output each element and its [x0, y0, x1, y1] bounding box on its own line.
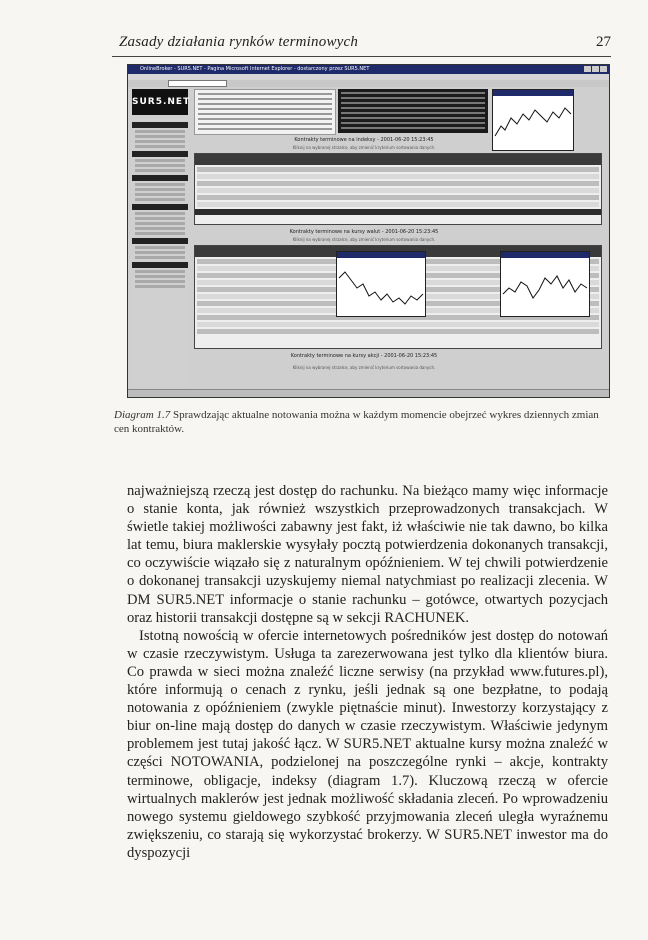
stock-futures-heading: Kontrakty terminowe na kursy akcji - 2001-06-20 15:23:45 — [290, 353, 438, 359]
figure-label: Diagram 1.7 — [114, 409, 171, 421]
news-list — [194, 89, 336, 135]
window-controls — [584, 66, 607, 72]
currency-futures-heading: Kontrakty terminowe na kursy walut - 2001-06-20 15:23:45 — [289, 229, 439, 235]
paragraph-1: najważniejszą rzeczą jest dostęp do rachunku. Na bieżąco mamy więc informacje o stanie konta, jak również wszystkich przeprowadzonych transakcjach. W świetle takiej możliwości zabawny jest fakt, iż właściwie nie tak dawno, bo kilka lat temu, biura maklerskie wysyłały pocztą potwierdzenia dokonanych transakcji, co oczywiście wiązało się z naturalnym opóźnieniem. W tej chwili potwierdzenie o dokonanej transakcji uzyskujemy niemal natychmiast po realizacji zlecenia. W DM SUR5.NET informacje o stanie rachunku – gotówce, otwartych pozycjach oraz historii transakcji dostępne są w sekcji RACHUNEK. — [127, 483, 608, 626]
currency-futures-hint: Kliknij na wybranej strzałce, aby zmienić kryterium sortowania danych. — [292, 237, 436, 242]
running-title: Zasady działania rynków terminowych — [119, 34, 359, 50]
site-sidebar-menu — [132, 119, 188, 387]
figure-caption — [114, 408, 608, 436]
index-futures-table — [194, 153, 602, 225]
browser-title-bar — [128, 65, 609, 74]
browser-window-title: OnlineBroker - SUR5.NET - Pagina Microsoft Internet Explorer - dostarczony przez SUR5.NET — [140, 66, 370, 72]
futures-chart-left-line — [337, 258, 425, 316]
futures-chart-left — [336, 251, 426, 317]
index-futures-heading: Kontrakty terminowe na indeksy - 2001-06-20 15:23:45 — [294, 137, 434, 143]
page-number: 27 — [596, 34, 611, 50]
index-futures-hint: Kliknij na wybranej strzałce, aby zmienić kryterium sortowania danych. — [292, 145, 436, 150]
browser-status-bar — [128, 389, 609, 397]
running-header — [112, 36, 611, 57]
quotes-panel — [338, 89, 488, 133]
futures-chart-right-line — [501, 258, 589, 316]
paragraph-2: Istotną nowością w ofercie internetowych pośredników jest dostęp do notowań w czasie rzeczywistym. Usługa ta zarezerwowana jest tylko dla klientów biura. Co prawda w sieci można znaleźć liczne serwisy (na przykład www.futures.pl), które informują o cenach z rynku, jeśli jednak są one bezpłatne, to podają notowania z opóźnieniem (zwykle piętnaście minut). Inwestorzy korzystający z biur on-line mają dostęp do danych w czasie rzeczywistym. Właściwie jedynym problemem jest tutaj jakość łącz. W SUR5.NET aktualne kursy można znaleźć w części NOTOWANIA, podzielonej na poszczególne rynki – akcje, kontrakty terminowe, obligacje, indeksy (diagram 1.7). Kluczową rzeczą w ofercie wirtualnych maklerów jest jednak możliwość składania zleceń. Po wprowadzeniu nowego systemu gieldowego szybkość przyjmowania zleceń uległa wyraźnemu zwiększeniu, co starają się wykorzystać brokerzy. W SUR5.NET inwestor ma do dyspozycji — [127, 627, 608, 861]
embedded-browser-screenshot — [127, 64, 610, 398]
futures-chart-right — [500, 251, 590, 317]
figure-caption-text: Sprawdzając aktualne notowania można w każdym momencie obejrzeć wykres dziennych zmian cen kontraktów. — [114, 409, 599, 435]
site-logo: SUR5.NET — [132, 89, 188, 115]
address-field — [168, 80, 227, 87]
browser-address-bar — [128, 80, 609, 87]
stock-futures-hint: Kliknij na wybranej strzałce, aby zmienić kryterium sortowania danych. — [292, 365, 436, 370]
body-text — [127, 482, 608, 862]
